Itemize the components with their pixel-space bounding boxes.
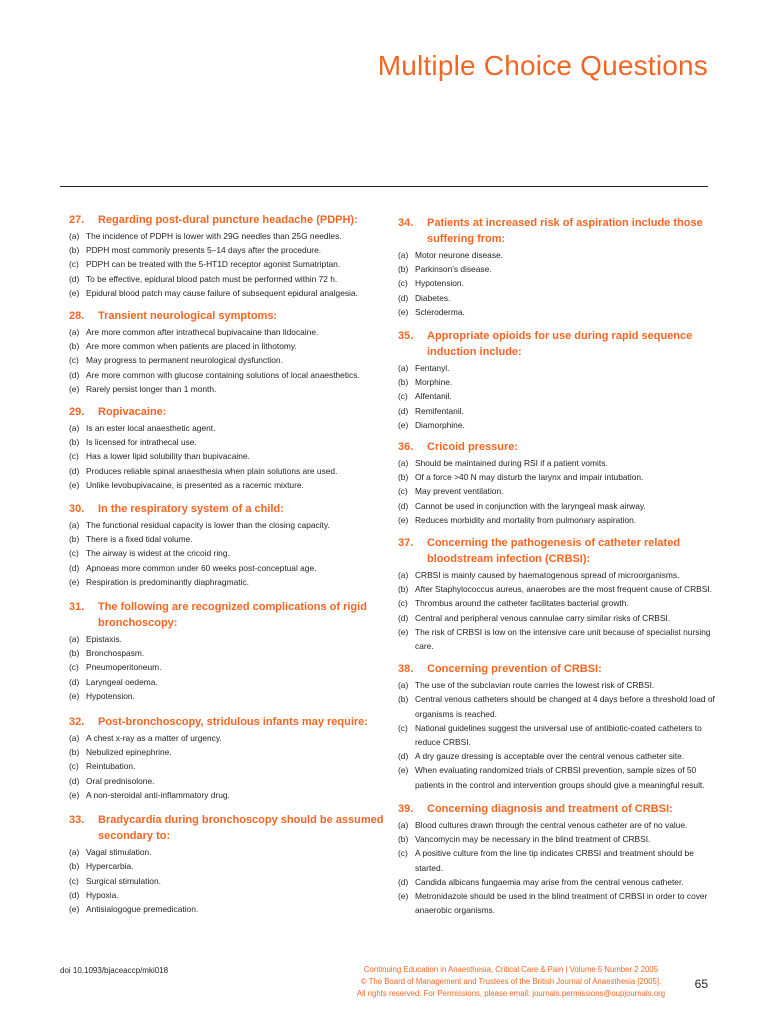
- option-text: Metronidazole should be used in the blind treatment of CRBSI in order to cover anaerobic organisms.: [415, 890, 708, 916]
- option-item: [398, 749, 718, 763]
- option-label: (a): [69, 520, 80, 531]
- option-label: (b): [69, 534, 80, 545]
- option-label: (e): [398, 514, 409, 525]
- option-item: [69, 532, 389, 546]
- option-item: [69, 689, 389, 703]
- option-list: [398, 678, 718, 792]
- option-text: Are more common with glucose containing solutions of local anaesthetics.: [86, 369, 360, 380]
- question-title: Transient neurological symptoms:: [98, 310, 278, 323]
- question-number: 38.: [398, 663, 414, 676]
- option-text: Bronchospasm.: [86, 648, 145, 659]
- option-text: Alfentanil.: [415, 391, 452, 402]
- question-number: 35.: [398, 330, 414, 343]
- option-text: Thrombus around the catheter facilitates bacterial growth.: [415, 598, 629, 609]
- option-text: Epistaxis.: [86, 634, 122, 645]
- option-item: [69, 646, 389, 660]
- option-item: [69, 788, 389, 802]
- option-label: (b): [69, 245, 80, 256]
- option-text: Hypotension.: [415, 278, 464, 289]
- option-item: [69, 286, 389, 300]
- option-item: [398, 291, 718, 305]
- question-block: [69, 714, 389, 802]
- option-text: Are more common after intrathecal bupivacaine than lidocaine.: [86, 327, 319, 338]
- option-label: (e): [69, 287, 80, 298]
- option-item: [69, 243, 389, 257]
- option-label: (d): [69, 775, 80, 786]
- option-label: (a): [69, 847, 80, 858]
- question-title: In the respiratory system of a child:: [98, 503, 284, 516]
- question-title: Concerning prevention of CRBSI:: [427, 663, 602, 676]
- option-label: (c): [69, 662, 79, 673]
- option-text: Are more common when patients are placed in lithotomy.: [86, 341, 297, 352]
- option-label: (c): [398, 486, 408, 497]
- option-label: (e): [69, 690, 80, 701]
- option-label: (b): [398, 694, 409, 705]
- option-item: [69, 382, 389, 396]
- option-label: (e): [398, 306, 409, 317]
- question-number: 29.: [69, 406, 85, 419]
- question-heading: [398, 801, 718, 817]
- question-number: 34.: [398, 217, 414, 229]
- option-text: Remifentanil.: [415, 405, 464, 416]
- question-heading: [398, 328, 718, 360]
- option-item: [398, 875, 718, 889]
- option-label: (d): [69, 676, 80, 687]
- option-label: (c): [398, 722, 408, 733]
- option-text: Surgical stimulation.: [86, 875, 161, 886]
- option-text: The use of the subclavian route carries the lowest risk of CRBSI.: [415, 680, 655, 691]
- question-title: Patients at increased risk of aspiration include those suffering from:: [427, 217, 703, 245]
- option-label: (b): [398, 264, 409, 275]
- option-text: Reduces morbidity and mortality from pulmonary aspiration.: [415, 514, 637, 525]
- option-text: Laryngeal oedema.: [86, 676, 158, 687]
- question-heading: [69, 404, 389, 420]
- option-item: [69, 731, 389, 745]
- question-block: [398, 661, 718, 792]
- option-text: Has a lower lipid solubility than bupivacaine.: [86, 451, 250, 462]
- question-heading: [69, 812, 389, 844]
- question-heading: [398, 661, 718, 677]
- option-item: [69, 859, 389, 873]
- option-item: [69, 675, 389, 689]
- question-heading: [69, 501, 389, 517]
- option-item: [69, 229, 389, 243]
- journal-footer: [332, 964, 690, 1000]
- option-item: [69, 745, 389, 759]
- option-label: (a): [398, 250, 409, 260]
- doi-text: doi 10.1093/bjaceaccp/mki018: [60, 966, 169, 975]
- option-item: [69, 845, 389, 859]
- option-item: [398, 582, 718, 596]
- option-label: (b): [398, 584, 409, 595]
- right-column: [398, 215, 718, 917]
- option-item: [398, 404, 718, 418]
- option-list: [69, 845, 389, 916]
- option-item: [398, 499, 718, 513]
- question-title: Regarding post-dural puncture headache (PDPH):: [98, 214, 358, 226]
- option-label: (d): [398, 876, 409, 887]
- question-heading: [398, 215, 718, 247]
- option-item: [398, 456, 718, 470]
- option-item: [398, 889, 718, 917]
- option-item: [69, 888, 389, 902]
- option-label: (a): [69, 634, 80, 645]
- question-heading: [69, 212, 389, 228]
- option-text: Rarely persist longer than 1 month.: [86, 383, 217, 394]
- option-label: (d): [398, 751, 409, 762]
- option-label: (c): [398, 278, 408, 289]
- option-text: Diamorphine.: [415, 419, 465, 430]
- footer-line: Continuing Education in Anaesthesia, Critical Care & Pain | Volume 5 Number 2 2005: [363, 965, 659, 974]
- option-text: Hypoxia.: [86, 889, 119, 900]
- option-item: [398, 361, 718, 375]
- option-item: [398, 262, 718, 276]
- option-list: [69, 229, 389, 300]
- option-label: (d): [69, 889, 80, 900]
- question-title: Post-bronchoscopy, stridulous infants may require:: [98, 716, 368, 729]
- option-label: (d): [69, 273, 80, 284]
- option-text: May progress to permanent neurological dysfunction.: [86, 355, 283, 366]
- option-text: Hypercarbia.: [86, 861, 134, 872]
- option-item: [69, 325, 389, 339]
- page-number: 65: [694, 977, 708, 991]
- option-text: May prevent ventilation.: [415, 486, 504, 497]
- option-list: [398, 361, 718, 432]
- option-label: (d): [69, 465, 80, 476]
- question-number: 27.: [69, 214, 85, 226]
- option-label: (c): [69, 451, 79, 462]
- option-label: (a): [69, 733, 80, 744]
- option-text: When evaluating randomized trials of CRBSI prevention, sample sizes of 50 patients in the control and intervention groups should give a meaningful result.: [415, 765, 705, 790]
- option-label: (d): [398, 405, 409, 416]
- option-list: [69, 731, 389, 802]
- option-text: Parkinson's disease.: [415, 264, 492, 275]
- option-text: Is an ester local anaesthetic agent.: [86, 423, 216, 434]
- header-divider: [60, 186, 708, 187]
- question-block: [398, 801, 718, 917]
- option-text: Vagal stimulation.: [86, 847, 152, 858]
- question-number: 30.: [69, 503, 85, 516]
- option-item: [69, 257, 389, 271]
- option-text: Nebulized epinephrine.: [86, 747, 172, 758]
- option-list: [398, 568, 718, 653]
- option-text: Morphine.: [415, 377, 453, 388]
- option-label: (e): [398, 890, 409, 901]
- option-text: Diabetes.: [415, 292, 451, 303]
- question-number: 36.: [398, 441, 414, 454]
- option-text: Pneumoperitoneum.: [86, 662, 162, 673]
- option-label: (c): [69, 548, 79, 559]
- option-item: [398, 276, 718, 290]
- option-text: Epidural blood patch may cause failure of subsequent epidural analgesia.: [86, 287, 358, 298]
- option-item: [398, 596, 718, 610]
- question-title: Concerning the pathogenesis of catheter related bloodstream infection (CRBSI):: [427, 537, 681, 566]
- option-text: Of a force >40 N may disturb the larynx and impair intubation.: [415, 472, 644, 483]
- option-item: [398, 721, 718, 749]
- option-text: The risk of CRBSI is low on the intensive care unit because of specialist nursing care.: [415, 626, 711, 652]
- option-text: Blood cultures drawn through the central venous catheter are of no value.: [415, 819, 688, 830]
- option-label: (d): [398, 612, 409, 623]
- option-label: (b): [398, 472, 409, 483]
- option-item: [398, 568, 718, 582]
- option-label: (d): [398, 292, 409, 303]
- question-title: Concerning diagnosis and treatment of CRBSI:: [427, 802, 673, 815]
- option-text: Antisialogogue premedication.: [86, 903, 199, 914]
- option-label: (e): [69, 479, 80, 490]
- page-title: Multiple Choice Questions: [377, 50, 708, 81]
- option-item: [398, 470, 718, 484]
- option-item: [398, 625, 718, 653]
- option-item: [398, 389, 718, 403]
- option-text: Hypotension.: [86, 690, 135, 701]
- option-label: (a): [398, 458, 409, 469]
- option-item: [69, 449, 389, 463]
- question-block: [398, 535, 718, 653]
- option-item: [69, 518, 389, 532]
- option-label: (b): [69, 648, 80, 659]
- option-text: Central venous catheters should be changed at 4 days before a threshold load of organisms is reached.: [415, 694, 715, 719]
- option-text: Scleroderma.: [415, 306, 465, 317]
- option-label: (d): [69, 369, 80, 380]
- option-item: [398, 818, 718, 832]
- option-text: Vancomycin may be necessary in the blind treatment of CRBSI.: [415, 834, 651, 845]
- option-list: [69, 421, 389, 492]
- option-item: [69, 561, 389, 575]
- option-label: (b): [69, 861, 80, 872]
- option-text: Apnoeas more common under 60 weeks post-conceptual age.: [86, 562, 317, 573]
- question-number: 39.: [398, 802, 414, 815]
- option-label: (b): [69, 747, 80, 758]
- option-text: A chest x-ray as a matter of urgency.: [86, 733, 222, 744]
- option-item: [398, 484, 718, 498]
- option-label: (e): [69, 383, 80, 394]
- option-item: [398, 513, 718, 527]
- option-label: (e): [398, 626, 409, 637]
- option-item: [398, 678, 718, 692]
- option-text: A non-steroidal anti-inflammatory drug.: [86, 789, 230, 800]
- option-label: (e): [69, 576, 80, 587]
- option-item: [69, 902, 389, 916]
- option-item: [69, 339, 389, 353]
- option-item: [398, 418, 718, 432]
- option-label: (b): [69, 437, 80, 448]
- question-block: [69, 308, 389, 396]
- question-block: [398, 328, 718, 432]
- option-item: [69, 478, 389, 492]
- option-text: Cannot be used in conjunction with the laryngeal mask airway.: [415, 500, 646, 511]
- option-item: [69, 272, 389, 286]
- option-item: [69, 353, 389, 367]
- option-text: Reintubation.: [86, 761, 136, 772]
- question-block: [69, 212, 389, 300]
- option-item: [69, 464, 389, 478]
- option-text: PDPH can be treated with the 5-HT1D receptor agonist Sumatriptan.: [86, 259, 341, 270]
- option-text: Respiration is predominantly diaphragmatic.: [86, 576, 249, 587]
- question-number: 28.: [69, 310, 85, 323]
- option-label: (c): [398, 391, 408, 402]
- option-label: (a): [398, 819, 409, 830]
- option-item: [69, 368, 389, 382]
- option-text: Is licensed for intrathecal use.: [86, 437, 197, 448]
- option-text: The functional residual capacity is lower than the closing capacity.: [86, 520, 330, 531]
- question-block: [69, 599, 389, 703]
- option-label: (b): [398, 377, 409, 388]
- option-text: Central and peripheral venous cannulae carry similar risks of CRBSI.: [415, 612, 671, 623]
- option-item: [69, 435, 389, 449]
- left-column: [69, 212, 389, 916]
- option-label: (c): [69, 875, 79, 886]
- option-text: CRBSI is mainly caused by haematogenous spread of microorganisms.: [415, 570, 680, 581]
- question-block: [398, 215, 718, 319]
- option-list: [69, 632, 389, 703]
- option-item: [69, 632, 389, 646]
- question-number: 37.: [398, 537, 414, 550]
- option-list: [69, 518, 389, 589]
- option-label: (d): [398, 500, 409, 511]
- option-item: [69, 759, 389, 773]
- option-text: The incidence of PDPH is lower with 29G needles than 25G needles.: [86, 231, 342, 241]
- question-number: 31.: [69, 601, 85, 614]
- option-list: [398, 456, 718, 527]
- option-item: [398, 375, 718, 389]
- option-text: PDPH most commonly presents 5–14 days after the procedure.: [86, 245, 322, 256]
- option-label: (a): [69, 231, 80, 241]
- question-heading: [69, 599, 389, 631]
- option-label: (e): [398, 419, 409, 430]
- question-title: Bradycardia during bronchoscopy should be assumed secondary to:: [98, 814, 384, 843]
- option-text: National guidelines suggest the universal use of antibiotic-coated catheters to reduce CRBSI.: [415, 722, 702, 748]
- option-item: [398, 248, 718, 262]
- option-item: [69, 546, 389, 560]
- option-text: There is a fixed tidal volume.: [86, 534, 193, 545]
- option-label: (b): [398, 834, 409, 845]
- option-label: (a): [398, 363, 409, 374]
- question-title: Cricoid pressure:: [427, 441, 519, 454]
- option-text: Should be maintained during RSI if a patient vomits.: [415, 458, 608, 469]
- footer-line: All rights reserved. For Permissions, please email: journals.permissions@oupjournals.org: [356, 989, 666, 998]
- option-label: (c): [398, 598, 408, 609]
- question-block: [69, 501, 389, 589]
- question-block: [69, 404, 389, 492]
- option-item: [398, 763, 718, 791]
- option-item: [69, 421, 389, 435]
- option-list: [398, 818, 718, 917]
- option-label: (a): [69, 327, 80, 338]
- option-text: The airway is widest at the cricoid ring.: [86, 548, 230, 559]
- option-label: (c): [398, 848, 408, 859]
- option-label: (a): [398, 680, 409, 691]
- question-heading: [69, 308, 389, 324]
- option-label: (e): [69, 903, 80, 914]
- option-item: [69, 575, 389, 589]
- question-heading: [398, 439, 718, 455]
- question-heading: [398, 535, 718, 567]
- option-item: [69, 774, 389, 788]
- option-item: [398, 846, 718, 874]
- option-label: (e): [69, 789, 80, 800]
- option-item: [69, 660, 389, 674]
- option-label: (a): [69, 423, 80, 434]
- footer-line: © The Board of Management and Trustees of the British Journal of Anaesthesia [2005].: [360, 977, 662, 986]
- option-item: [69, 874, 389, 888]
- option-text: Fentanyl.: [415, 363, 450, 374]
- option-label: (d): [69, 562, 80, 573]
- option-label: (e): [398, 765, 409, 776]
- question-heading: [69, 714, 389, 730]
- option-label: (c): [69, 761, 79, 772]
- option-item: [398, 692, 718, 720]
- option-label: (c): [69, 259, 79, 270]
- question-block: [398, 439, 718, 527]
- option-text: Oral prednisolone.: [86, 775, 155, 786]
- option-text: Unlike levobupivacaine, is presented as a racemic mixture.: [86, 479, 304, 490]
- question-title: Appropriate opioids for use during rapid sequence induction include:: [427, 330, 693, 359]
- question-number: 32.: [69, 716, 85, 729]
- question-block: [69, 812, 389, 916]
- question-title: Ropivacaine:: [98, 406, 167, 419]
- question-title: The following are recognized complications of rigid bronchoscopy:: [98, 601, 367, 630]
- option-label: (b): [69, 341, 80, 352]
- option-list: [398, 248, 718, 319]
- option-item: [398, 832, 718, 846]
- option-text: After Staphylococcus aureus, anaerobes are the most frequent cause of CRBSI.: [415, 584, 713, 595]
- option-item: [398, 611, 718, 625]
- option-text: A positive culture from the line tip indicates CRBSI and treatment should be started.: [415, 848, 694, 873]
- question-number: 33.: [69, 814, 85, 827]
- option-text: Motor neurone disease.: [415, 250, 503, 260]
- option-label: (c): [69, 355, 79, 366]
- option-text: A dry gauze dressing is acceptable over the central venous catheter site.: [415, 751, 685, 762]
- option-item: [398, 305, 718, 319]
- option-label: (a): [398, 570, 409, 581]
- option-text: To be effective, epidural blood patch must be performed within 72 h.: [86, 273, 338, 284]
- option-list: [69, 325, 389, 396]
- option-text: Produces reliable spinal anaesthesia when plain solutions are used.: [86, 465, 338, 476]
- option-text: Candida albicans fungaemia may arise from the central venous catheter.: [415, 876, 684, 887]
